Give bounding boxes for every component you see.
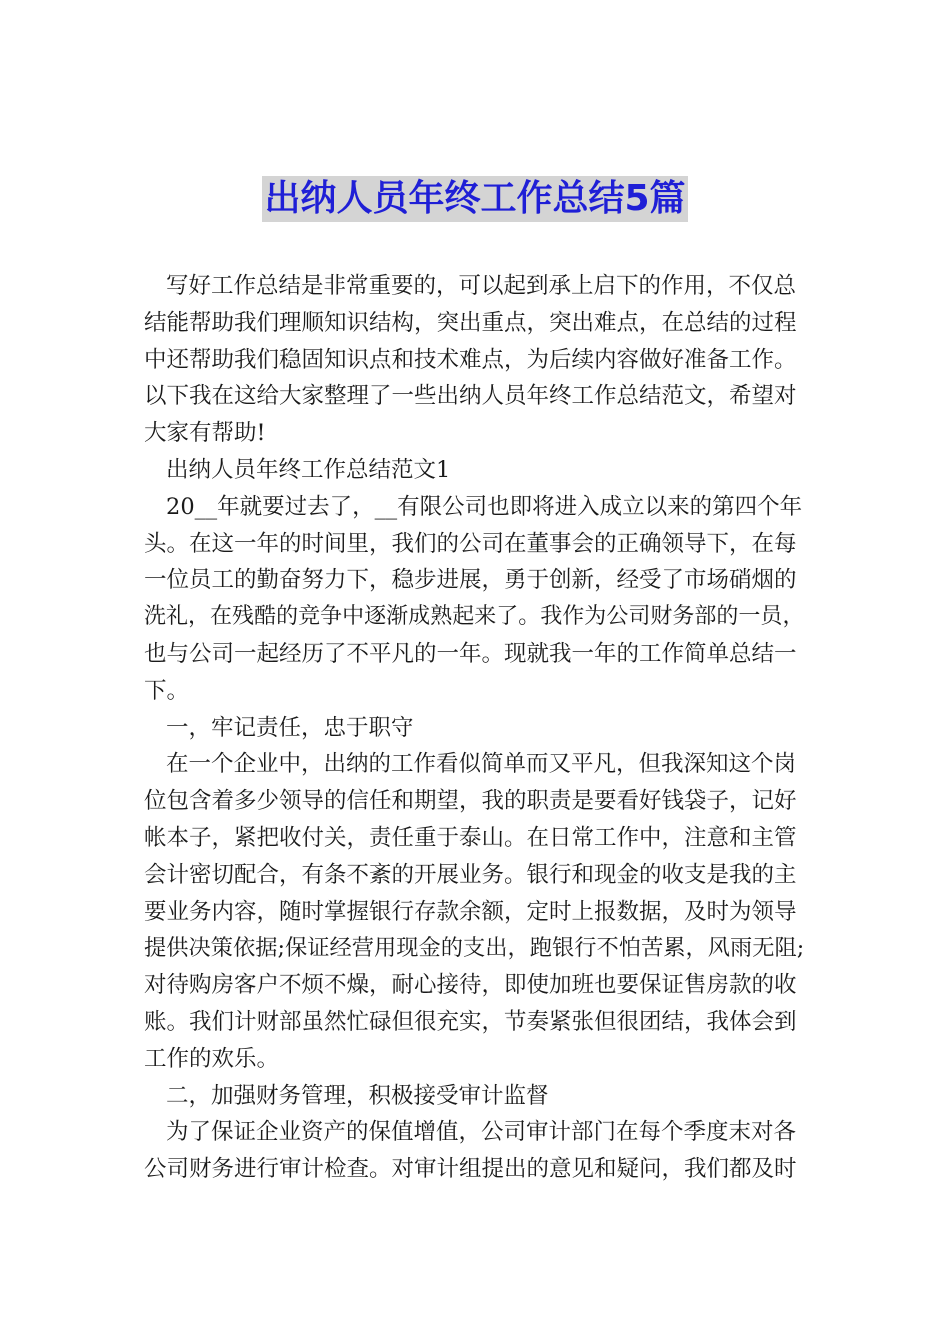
document-body bbox=[144, 268, 808, 1188]
paragraph-line: 洗礼，在残酷的竞争中逐渐成熟起来了。我作为公司财务部的一员， bbox=[144, 604, 805, 630]
paragraph-line: 工作的欢乐。 bbox=[144, 1045, 280, 1072]
paragraph-line: 20__年就要过去了，__有限公司也即将进入成立以来的第四个年 bbox=[166, 493, 803, 520]
section-heading: 一，牢记责任，忠于职守 bbox=[166, 714, 414, 741]
paragraph-line: 提供决策依据;保证经营用现金的支出，跑银行不怕苦累，风雨无阻; bbox=[144, 935, 805, 962]
section-heading: 出纳人员年终工作总结范文1 bbox=[166, 456, 451, 483]
paragraph-line: 会计密切配合，有条不紊的开展业务。银行和现金的收支是我的主 bbox=[144, 861, 797, 888]
paragraph-line: 位包含着多少领导的信任和期望，我的职责是要看好钱袋子，记好 bbox=[144, 788, 797, 815]
paragraph-line: 账。我们计财部虽然忙碌但很充实，节奏紧张但很团结，我体会到 bbox=[144, 1008, 797, 1035]
paragraph-line: 要业务内容，随时掌握银行存款余额，定时上报数据，及时为领导 bbox=[144, 898, 797, 925]
paragraph-line: 为了保证企业资产的保值增值，公司审计部门在每个季度末对各 bbox=[166, 1119, 797, 1146]
paragraph-line: 公司财务进行审计检查。对审计组提出的意见和疑问，我们都及时 bbox=[144, 1156, 797, 1183]
paragraph-line: 结能帮助我们理顺知识结构，突出重点，突出难点，在总结的过程 bbox=[144, 309, 797, 336]
document-title: 出纳人员年终工作总结5篇 bbox=[262, 176, 687, 222]
paragraph-line: 在一个企业中，出纳的工作看似简单而又平凡，但我深知这个岗 bbox=[166, 751, 797, 778]
paragraph-line: 帐本子，紧把收付关，责任重于泰山。在日常工作中，注意和主管 bbox=[144, 824, 797, 851]
paragraph-line: 下。 bbox=[144, 677, 190, 704]
paragraph-line: 大家有帮助! bbox=[144, 420, 266, 447]
paragraph-line: 也与公司一起经历了不平凡的一年。现就我一年的工作简单总结一 bbox=[144, 640, 797, 667]
paragraph-line: 中还帮助我们稳固知识点和技术难点，为后续内容做好准备工作。 bbox=[144, 346, 797, 373]
paragraph-line: 头。在这一年的时间里，我们的公司在董事会的正确领导下，在每 bbox=[144, 530, 797, 557]
paragraph-line: 对待购房客户不烦不燥，耐心接待，即使加班也要保证售房款的收 bbox=[144, 972, 797, 999]
paragraph-line: 以下我在这给大家整理了一些出纳人员年终工作总结范文，希望对 bbox=[144, 383, 797, 410]
paragraph-line: 一位员工的勤奋努力下，稳步进展，勇于创新，经受了市场硝烟的 bbox=[144, 567, 797, 594]
paragraph-line: 写好工作总结是非常重要的，可以起到承上启下的作用，不仅总 bbox=[166, 273, 797, 299]
title-container bbox=[0, 176, 950, 222]
section-heading: 二，加强财务管理，积极接受审计监督 bbox=[166, 1082, 549, 1109]
